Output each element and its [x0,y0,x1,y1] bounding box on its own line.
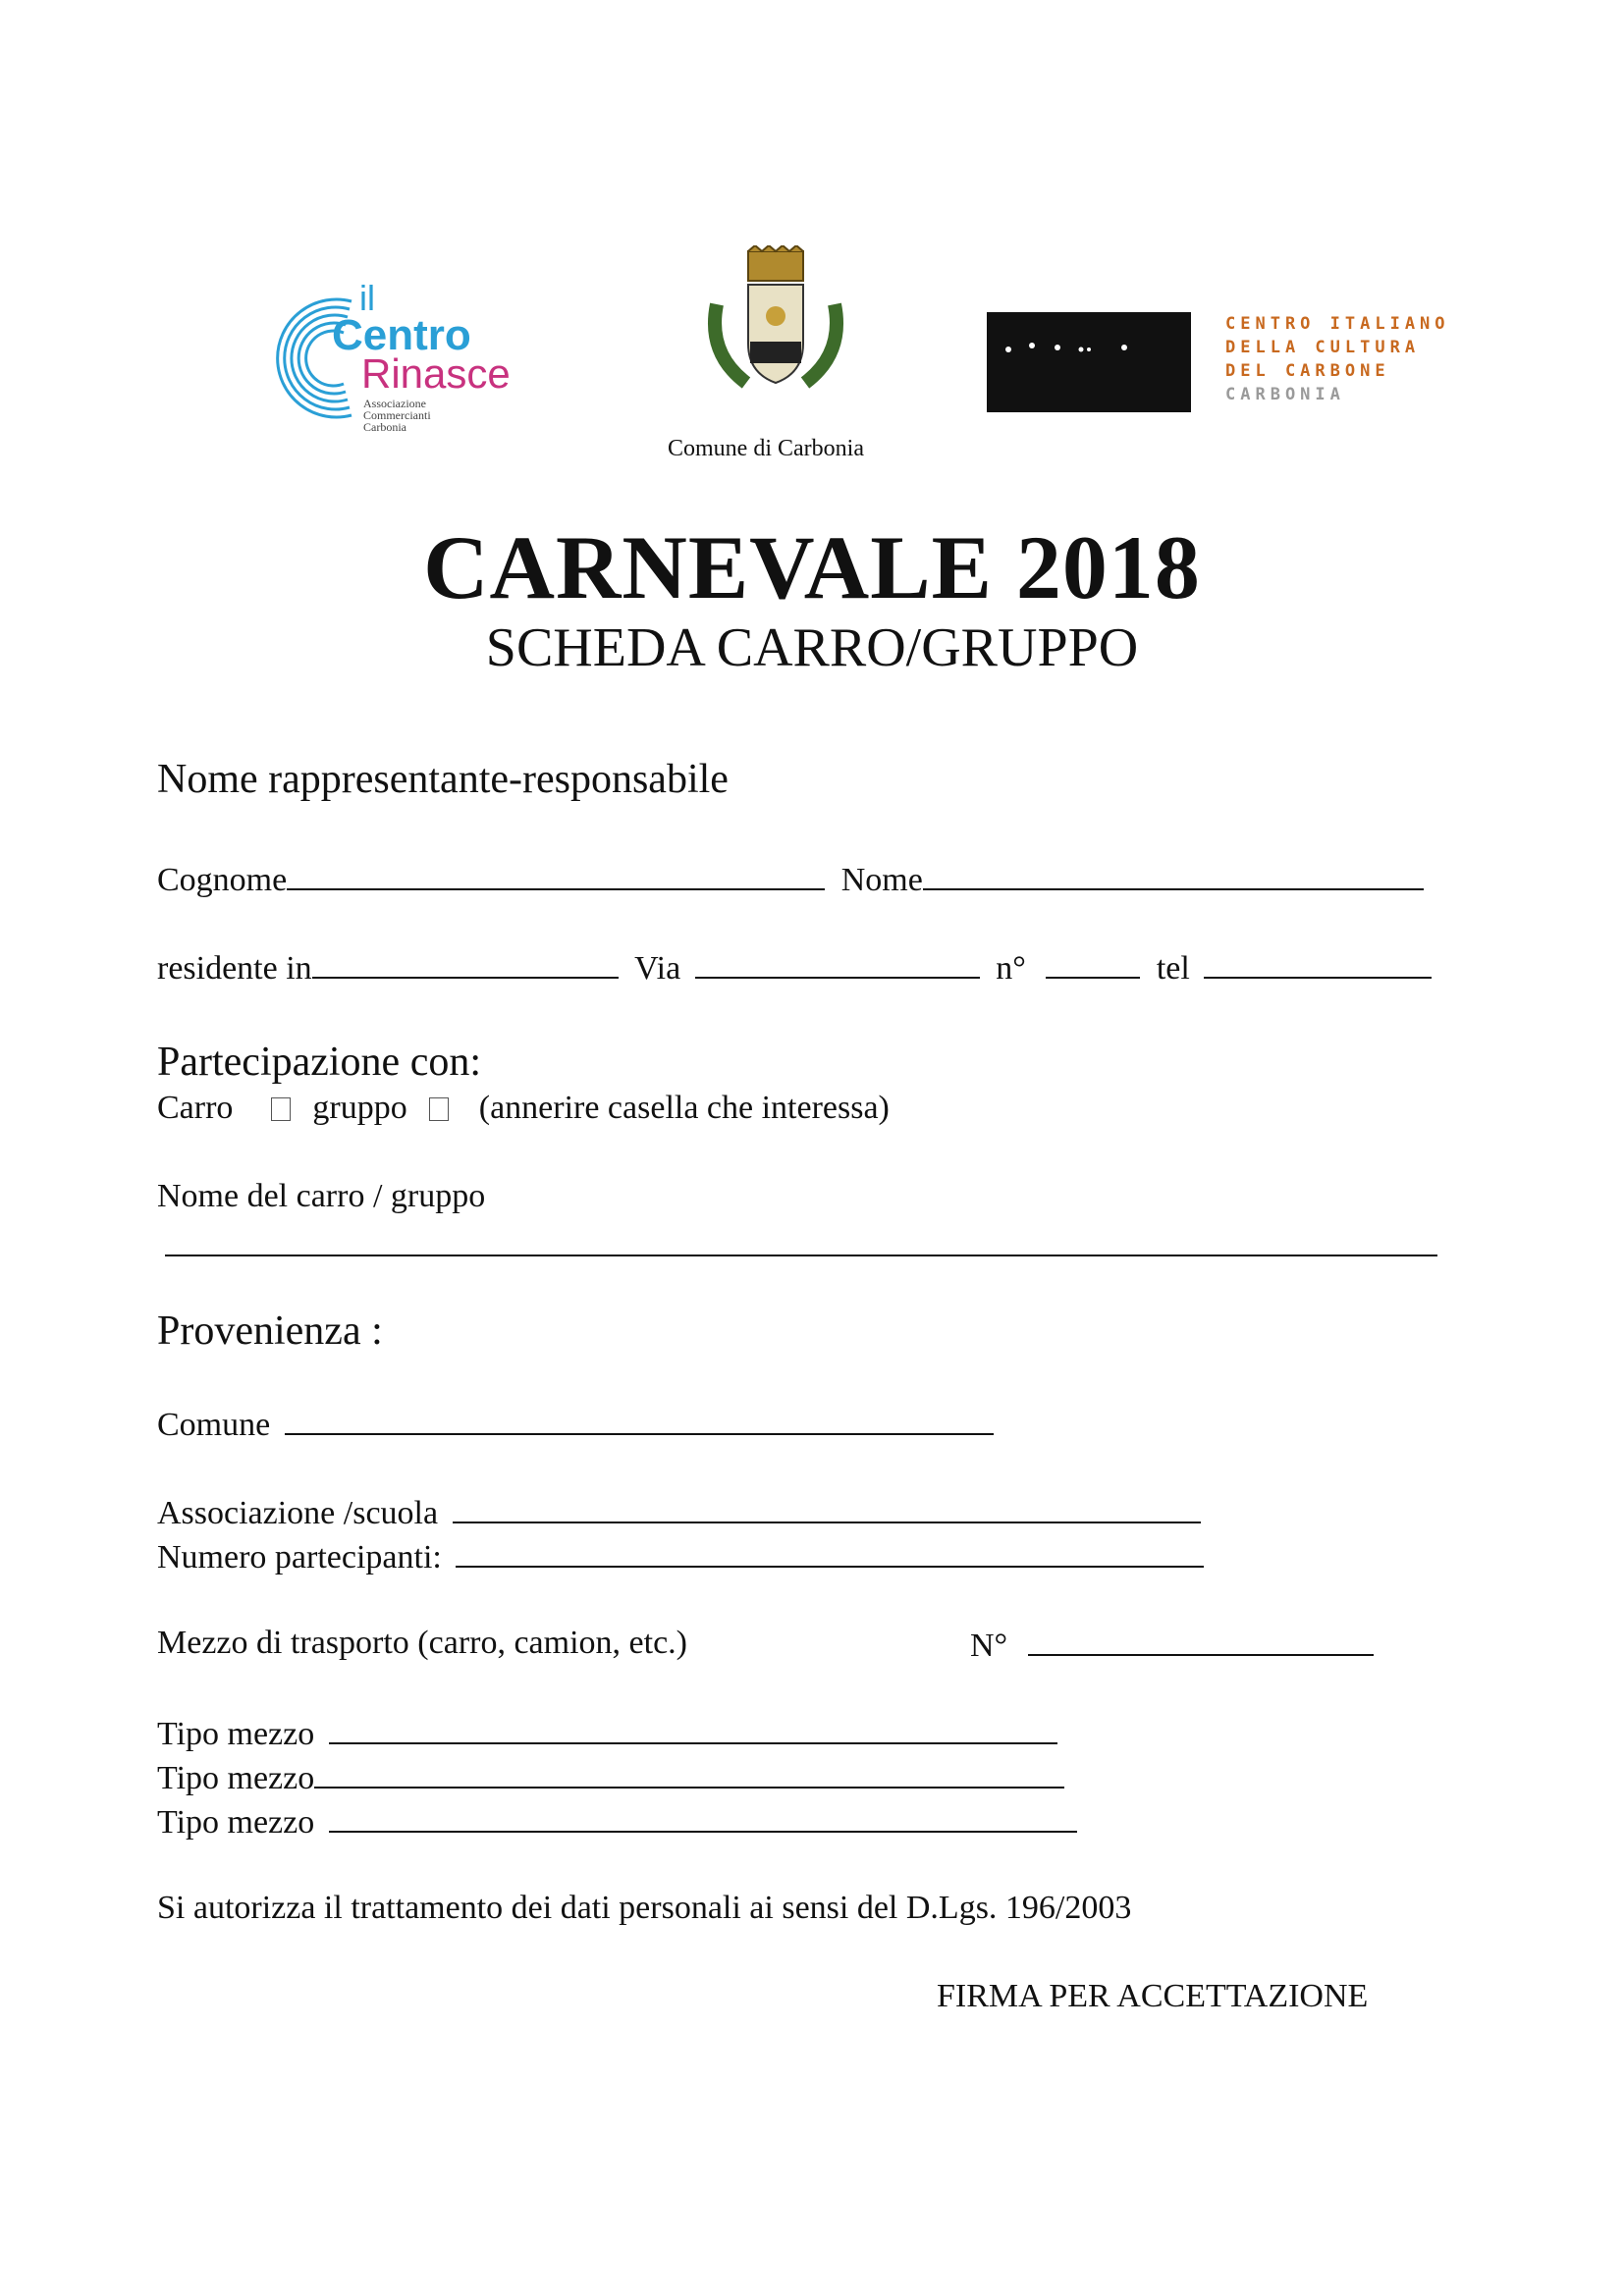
row-comune [157,1404,994,1444]
partecipanti-field[interactable] [456,1536,1204,1568]
residente-field[interactable] [312,947,619,979]
cicc-line-2: DELLA CULTURA [1225,338,1421,357]
nome-carro-field[interactable] [165,1219,1437,1256]
cicc-line-1: CENTRO ITALIANO [1225,314,1450,334]
logo-sub-3: Carbonia [363,420,406,434]
cicc-line-3: DEL CARBONE [1225,361,1390,381]
comune-caption: Comune di Carbonia [668,436,864,461]
tipo-mezzo-label-2: Tipo mezzo [157,1760,315,1796]
page-subtitle: SCHEDA CARRO/GRUPPO [485,617,1139,678]
crest-icon [687,245,864,402]
comune-label: Comune [157,1407,271,1443]
carro-label: Carro [157,1090,234,1126]
cicc-line-4: CARBONIA [1225,385,1345,404]
mezzo-numero-field[interactable] [1028,1625,1374,1656]
gruppo-label: gruppo [312,1090,407,1126]
row-associazione [157,1492,1201,1532]
centro-rinasce-logo [263,280,518,437]
numero-label: n° [996,950,1026,987]
row-partecipazione [157,1090,890,1127]
logo-word-il: il [359,278,375,318]
comune-crest-logo [687,245,864,402]
tel-field[interactable] [1204,947,1432,979]
privacy-statement: Si autorizza il trattamento dei dati personali ai sensi del D.Lgs. 196/2003 [157,1890,1132,1926]
page-title: CARNEVALE 2018 [423,517,1201,617]
nome-field[interactable] [923,859,1424,890]
logo-sub-1: Associazione [363,397,426,410]
row-partecipanti [157,1536,1204,1576]
mezzo-label: Mezzo di trasporto (carro, camion, etc.) [157,1625,687,1661]
row-residenza [157,947,1432,988]
logo-sub-2: Commercianti [363,408,431,422]
section-responsabile: Nome rappresentante-responsabile [157,757,729,802]
lights-icon [987,312,1191,412]
row-tipo-mezzo-1 [157,1713,1057,1753]
associazione-field[interactable] [453,1492,1201,1523]
row-cognome-nome [157,859,1424,899]
associazione-label: Associazione /scuola [157,1495,439,1531]
comune-field[interactable] [285,1404,994,1435]
row-tipo-mezzo-3 [157,1801,1077,1842]
tipo-mezzo-field-2[interactable] [314,1757,1064,1789]
row-mezzo-numero [970,1625,1374,1665]
tipo-mezzo-field-1[interactable] [329,1713,1057,1744]
section-partecipazione: Partecipazione con: [157,1040,482,1085]
numero-field[interactable] [1046,947,1140,979]
via-field[interactable] [695,947,980,979]
mezzo-numero-label: N° [970,1628,1008,1664]
gruppo-checkbox[interactable] [429,1097,449,1121]
checkbox-hint: (annerire casella che interessa) [478,1090,890,1126]
section-provenienza: Provenienza : [157,1308,383,1354]
cicc-logo-text [1225,312,1450,406]
row-tipo-mezzo-2 [157,1757,1064,1797]
tel-label: tel [1156,950,1190,987]
tipo-mezzo-label-1: Tipo mezzo [157,1716,315,1752]
cognome-field[interactable] [287,859,825,890]
partecipanti-label: Numero partecipanti: [157,1539,442,1575]
nome-carro-label: Nome del carro / gruppo [157,1178,486,1214]
tipo-mezzo-label-3: Tipo mezzo [157,1804,315,1841]
carro-checkbox[interactable] [271,1097,291,1121]
cognome-label: Cognome [157,862,288,898]
logo-word-centro: Centro [332,311,471,359]
residente-label: residente in [157,950,312,987]
firma-label: FIRMA PER ACCETTAZIONE [937,1978,1369,2014]
tipo-mezzo-field-3[interactable] [329,1801,1077,1833]
nome-label: Nome [840,862,923,898]
cicc-logo-mark [987,312,1191,412]
logo-word-rinasce: Rinasce [361,350,511,397]
via-label: Via [634,950,681,987]
